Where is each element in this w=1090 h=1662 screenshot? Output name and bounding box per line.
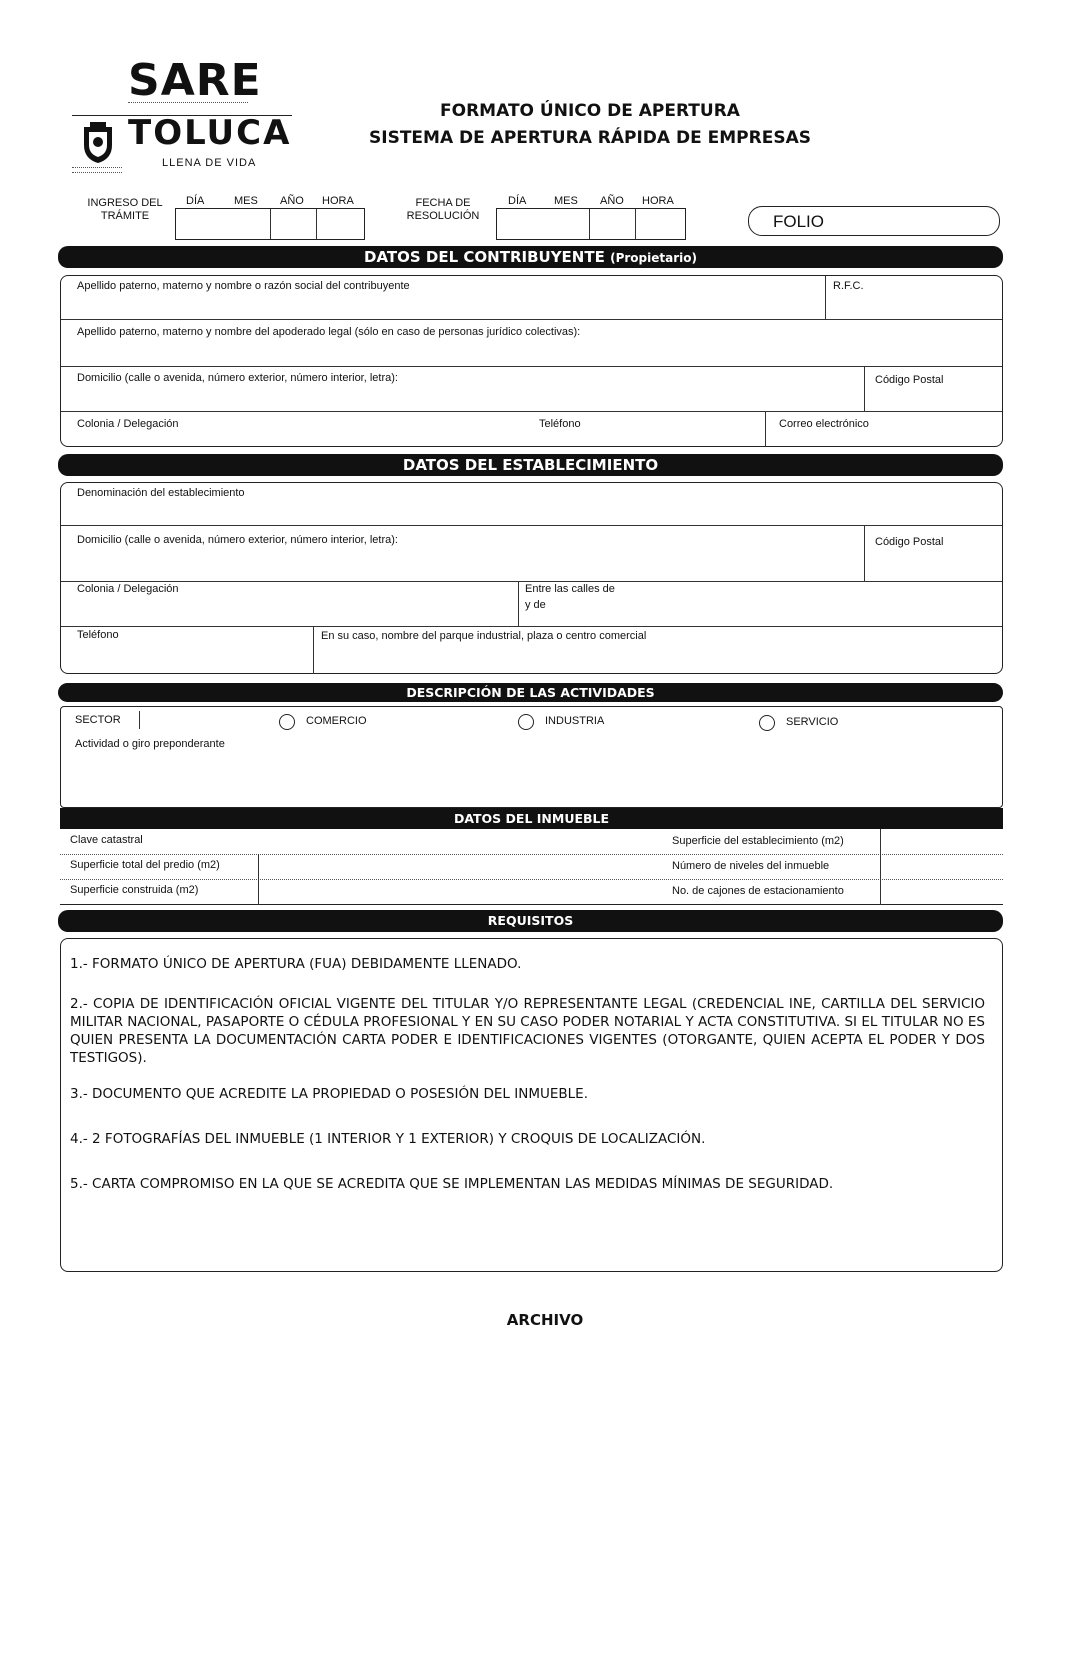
parque-industrial-label: En su caso, nombre del parque industrial, plaza o centro comercial	[321, 630, 647, 642]
requisito-item-1: 1.- FORMATO ÚNICO DE APERTURA (FUA) DEBIDAMENTE LLENADO.	[70, 956, 522, 972]
contribuyente-box	[60, 275, 1003, 447]
ingreso-dia-head: DÍA	[186, 195, 205, 207]
apoderado-label: Apellido paterno, materno y nombre del apoderado legal (sólo en caso de personas jurídico colectivas):	[77, 326, 581, 338]
resolucion-label: FECHA DE RESOLUCIÓN	[406, 197, 480, 222]
ingreso-hora-head: HORA	[322, 195, 354, 207]
y-de-label: y de	[525, 599, 546, 611]
ingreso-date-field[interactable]	[175, 208, 365, 240]
entre-calles-label: Entre las calles de	[525, 583, 615, 595]
toluca-slogan: LLENA DE VIDA	[162, 157, 257, 169]
resolucion-anio-head: AÑO	[600, 195, 624, 207]
section-bar-contribuyente	[58, 246, 1003, 268]
form-title-line2: SISTEMA DE APERTURA RÁPIDA DE EMPRESAS	[369, 128, 811, 148]
requisitos-box	[60, 938, 1003, 1272]
requisito-item-3: 3.- DOCUMENTO QUE ACREDITE LA PROPIEDAD O POSESIÓN DEL INMUEBLE.	[70, 1086, 588, 1102]
contribuyente-bar-title: DATOS DEL CONTRIBUYENTE	[364, 248, 605, 266]
folio-label: FOLIO	[773, 212, 825, 231]
requisito-item-2: 2.- COPIA DE IDENTIFICACIÓN OFICIAL VIGENTE DEL TITULAR Y/O REPRESENTANTE LEGAL (CREDENCIAL INE, CARTILLA DEL SERVICIO MILITAR NACIONAL, PASAPORTE O CÉDULA PROFESIONAL Y EN SU CASO PODER NOTARIAL Y ACTA CONSTITUTIVA. SI EL TITULAR NO ES QUIEN PRESENTA LA DOCUMENTACIÓN CARTA PODER E IDENTIFICACIONES VIGENTES (OTORGANTE, QUIEN ACEPTA EL PODER Y DOS TESTIGOS).	[70, 996, 985, 1066]
resolucion-mes-head: MES	[554, 195, 578, 207]
resolucion-hora-head: HORA	[642, 195, 674, 207]
cp-establecimiento-label: Código Postal	[875, 536, 944, 548]
archivo-label: ARCHIVO	[506, 1311, 584, 1329]
requisito-item-5: 5.- CARTA COMPROMISO EN LA QUE SE ACREDITA QUE SE IMPLEMENTAN LAS MEDIDAS MÍNIMAS DE SEGURIDAD.	[70, 1176, 834, 1192]
section-bar-actividades: DESCRIPCIÓN DE LAS ACTIVIDADES	[58, 683, 1003, 702]
comercio-label: COMERCIO	[306, 715, 367, 727]
resolucion-dia-head: DÍA	[508, 195, 527, 207]
requisito-item-4: 4.- 2 FOTOGRAFÍAS DEL INMUEBLE (1 INTERIOR Y 1 EXTERIOR) Y CROQUIS DE LOCALIZACIÓN.	[70, 1131, 706, 1147]
superficie-total-label: Superficie total del predio (m2)	[70, 859, 220, 871]
resolucion-date-field[interactable]	[496, 208, 686, 240]
form-title	[300, 98, 880, 152]
actividades-box	[60, 706, 1003, 808]
industria-label: INDUSTRIA	[545, 715, 605, 727]
folio-field[interactable]	[748, 206, 1000, 236]
ingreso-anio-head: AÑO	[280, 195, 304, 207]
telefono-establecimiento-label: Teléfono	[77, 629, 119, 641]
denominacion-label: Denominación del establecimiento	[77, 487, 245, 499]
logo-block	[72, 55, 292, 175]
ingreso-mes-head: MES	[234, 195, 258, 207]
section-bar-establecimiento: DATOS DEL ESTABLECIMIENTO	[58, 454, 1003, 476]
telefono-contribuyente-label: Teléfono	[539, 418, 581, 430]
section-bar-inmueble: DATOS DEL INMUEBLE	[60, 808, 1003, 829]
clave-catastral-label: Clave catastral	[70, 834, 143, 846]
establecimiento-box	[60, 482, 1003, 674]
colonia-contribuyente-label: Colonia / Delegación	[77, 418, 179, 430]
niveles-inmueble-label: Número de niveles del inmueble	[672, 860, 830, 872]
servicio-radio[interactable]	[759, 715, 775, 731]
industria-radio[interactable]	[518, 714, 534, 730]
sare-logo: SARE	[128, 55, 262, 106]
cajones-estacionamiento-label: No. de cajones de estacionamiento	[672, 885, 844, 897]
cp-contribuyente-label: Código Postal	[875, 374, 944, 386]
inmueble-table	[60, 829, 1003, 905]
domicilio-establecimiento-label: Domicilio (calle o avenida, número exterior, número interior, letra):	[77, 534, 398, 546]
section-bar-requisitos: REQUISITOS	[58, 910, 1003, 932]
superficie-construida-label: Superficie construida (m2)	[70, 884, 199, 896]
correo-contribuyente-label: Correo electrónico	[779, 418, 869, 430]
form-title-line1: FORMATO ÚNICO DE APERTURA	[440, 101, 740, 121]
nombre-contribuyente-label: Apellido paterno, materno y nombre o razón social del contribuyente	[77, 280, 410, 292]
actividad-giro-label: Actividad o giro preponderante	[75, 738, 225, 750]
ingreso-label: INGRESO DEL TRÁMITE	[87, 197, 163, 222]
toluca-shield-icon	[80, 121, 116, 165]
shield-caption-decoration	[72, 167, 122, 173]
servicio-label: SERVICIO	[786, 716, 839, 728]
toluca-logo: TOLUCA	[128, 113, 292, 153]
domicilio-contribuyente-label: Domicilio (calle o avenida, número exterior, número interior, letra):	[77, 372, 398, 384]
colonia-establecimiento-label: Colonia / Delegación	[77, 583, 179, 595]
comercio-radio[interactable]	[279, 714, 295, 730]
contribuyente-bar-subtitle: (Propietario)	[610, 251, 697, 265]
superficie-establecimiento-label: Superficie del establecimiento (m2)	[672, 835, 844, 847]
sare-tagline-decoration	[128, 102, 248, 105]
sector-label: SECTOR	[75, 714, 121, 726]
rfc-label: R.F.C.	[833, 280, 864, 292]
